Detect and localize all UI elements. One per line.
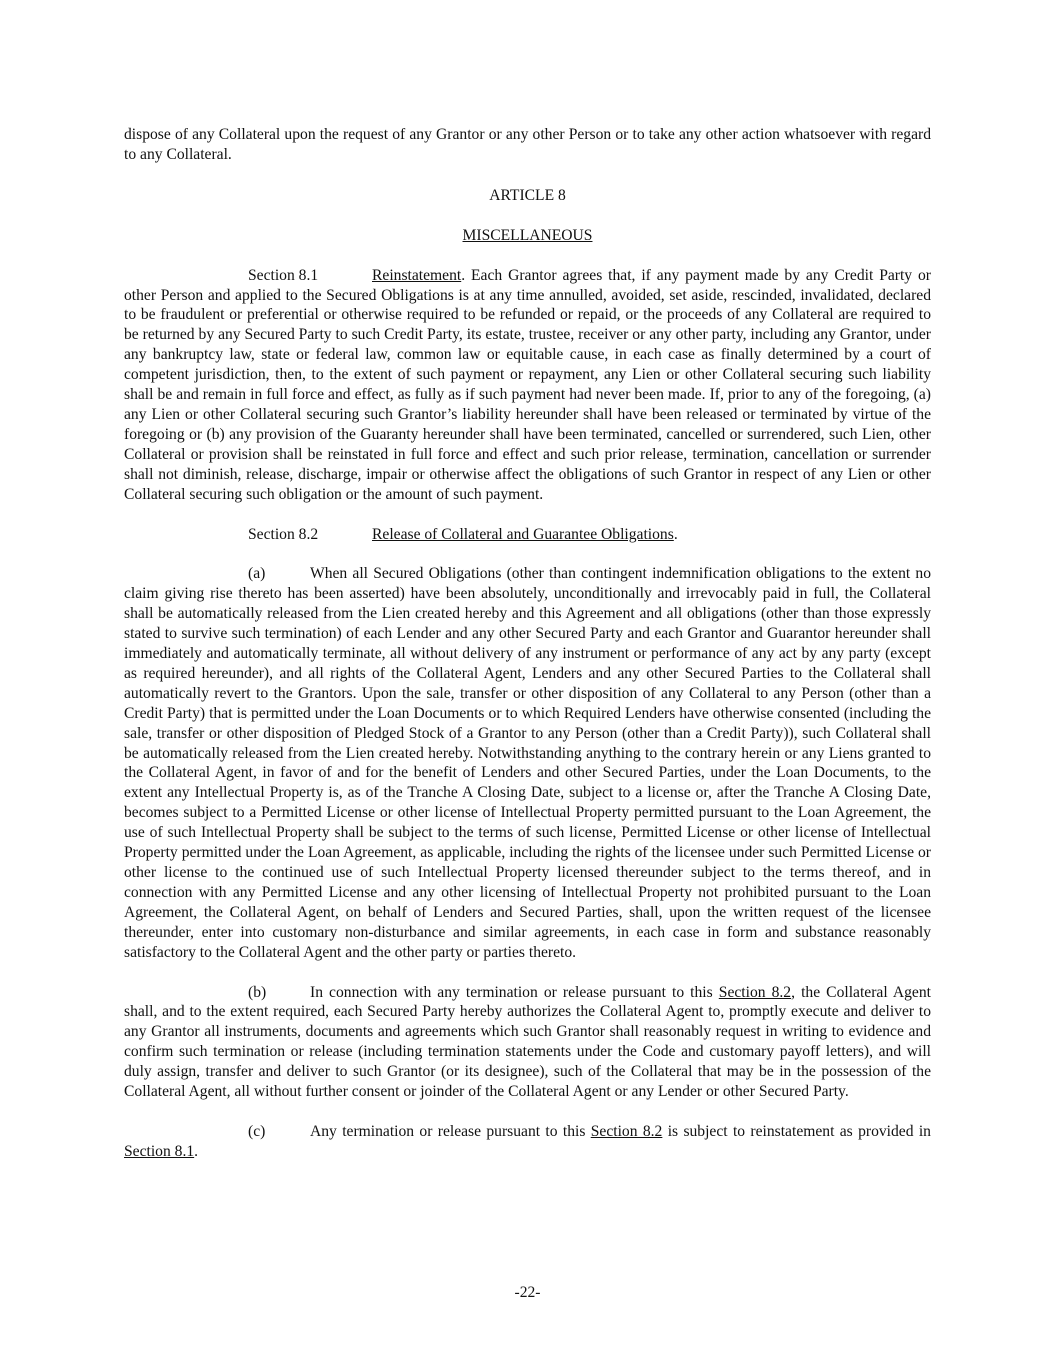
document-page	[124, 125, 931, 1162]
section-8-1-body: . Each Grantor agrees that, if any payment made by any Credit Party or other Person and applied to the Secured Obligations is at any time annulled, avoided, set aside, rescinded, invalidated, declared to be fraudulent or preferential or otherwise required to be refunded or repaid, or the proceeds of any Collateral are required to be returned by any Secured Party to such Credit Party, its estate, trustee, receiver or any other party, including any Grantor, under any bankruptcy law, state or federal law, common law or equitable cause, in each case as finally determined by a court of competent jurisdiction, then, to the extent of such payment or repayment, any Lien or other Collateral securing such liability shall be and remain in full force and effect, as fully as if such payment had never been made. If, prior to any of the foregoing, (a) any Lien or other Collateral securing such Grantor’s liability hereunder shall have been released or terminated by virtue of the foregoing or (b) any provision of the Guaranty hereunder shall have been terminated, cancelled or surrendered, such Lien, other Collateral or provision shall be reinstated in full force and effect and such prior release, termination, cancellation or surrender shall not diminish, release, discharge, impair or otherwise affect the obligations of such Grantor in respect of any Lien or other Collateral securing such obligation or the amount of such payment.	[124, 266, 931, 503]
item-b-section-ref[interactable]: Section 8.2	[718, 983, 792, 1001]
item-a-text: When all Secured Obligations (other than contingent indemnification obligations to the extent no claim giving rise thereto has been asserted) have been absolutely, unconditionally and irrevocably paid in full, the Collateral shall be automatically released from the Lien created hereby and this Agreement and all obligations (other than those expressly stated to survive such termination) of each Lender and any other Secured Party and each Grantor and Guarantor hereunder shall immediately and automatically terminate, all without delivery of any instrument or performance of any act by any party (except as required hereunder), and all rights of the Collateral Agent, Lenders and any other Secured Parties to the Collateral shall automatically revert to the Grantors. Upon the sale, transfer or other disposition of any Collateral to any Person (other than a Credit Party) that is permitted under the Loan Documents or to which Required Lenders have otherwise consented (including the sale, transfer or other disposition of Pledged Stock of a Grantor to any Person (other than a Credit Party)), such Collateral shall be automatically released from the Lien created hereby. Notwithstanding anything to the contrary herein or any Liens granted to the Collateral Agent, in favor of and for the benefit of Lenders and other Secured Parties, under the Loan Documents, to the extent any Intellectual Property is, as of the Tranche A Closing Date, subject to a license or, after the Tranche A Closing Date, becomes subject to a Permitted License or other license of Intellectual Property permitted pursuant to the Loan Agreement, the use of such Intellectual Property shall be subject to the terms of such license, Permitted License or other license of Intellectual Property permitted under the Loan Agreement, as applicable, including the rights of the licensee under such Permitted License or other license to the continued use of such Intellectual Property licensed thereunder subject to the terms thereof, and in connection with any Permitted License and any other licensing of Intellectual Property not prohibited pursuant to the Loan Agreement, the Collateral Agent, on behalf of Lenders and Secured Parties, shall, upon the written request of the licensee thereunder, enter into customary non-disturbance and similar agreements, in each case in form and substance reasonably satisfactory to the Collateral Agent and the other party or parties thereto.	[124, 565, 931, 961]
section-8-2-number: Section 8.2	[248, 525, 319, 543]
article-title	[124, 226, 931, 246]
item-c-section-ref-8-2[interactable]: Section 8.2	[590, 1122, 663, 1140]
item-b-text-after: , the Collateral Agent shall, and to the extent required, each Secured Party hereby authorizes the Collateral Agent to, promptly execute and deliver to any Grantor all instruments, documents and agreements which such Grantor shall reasonably request in writing to evidence and confirm such termination or release (including termination statements under the Code and customary payoff letters), and will duly assign, transfer and deliver to such Grantor (or its designee), such of the Collateral that may be in the possession of the Collateral Agent, all without further consent or joinder of the Collateral Agent or any Lender or other Secured Party.	[124, 983, 931, 1101]
item-a-label: (a)	[248, 565, 266, 583]
section-8-2-heading-line	[124, 525, 931, 545]
section-8-1-number: Section 8.1	[248, 266, 319, 284]
item-c-text-after: .	[194, 1142, 199, 1160]
section-8-2-heading: Release of Collateral and Guarantee Obligations	[372, 525, 674, 543]
continuation-paragraph: dispose of any Collateral upon the request of any Grantor or any other Person or to take any other action whatsoever with regard to any Collateral.	[124, 126, 931, 163]
item-c-text-middle: is subject to reinstatement as provided in	[662, 1122, 931, 1140]
section-8-1-paragraph	[124, 266, 931, 505]
section-8-2-heading-end: .	[673, 525, 678, 543]
item-c-section-ref-8-1[interactable]: Section 8.1	[124, 1142, 195, 1160]
item-c-text-before: Any termination or release pursuant to this	[310, 1122, 591, 1140]
item-b-label: (b)	[248, 983, 267, 1001]
article-number: ARTICLE 8	[489, 186, 566, 204]
item-c-paragraph	[124, 1122, 931, 1162]
item-b-paragraph	[124, 983, 931, 1102]
item-c-label: (c)	[248, 1122, 266, 1140]
item-b-text-before: In connection with any termination or release pursuant to this	[310, 983, 719, 1001]
section-8-1-heading: Reinstatement	[372, 266, 462, 284]
page-number: -22-	[514, 1284, 541, 1301]
item-a-paragraph	[124, 564, 931, 962]
article-title-text: MISCELLANEOUS	[462, 226, 593, 244]
